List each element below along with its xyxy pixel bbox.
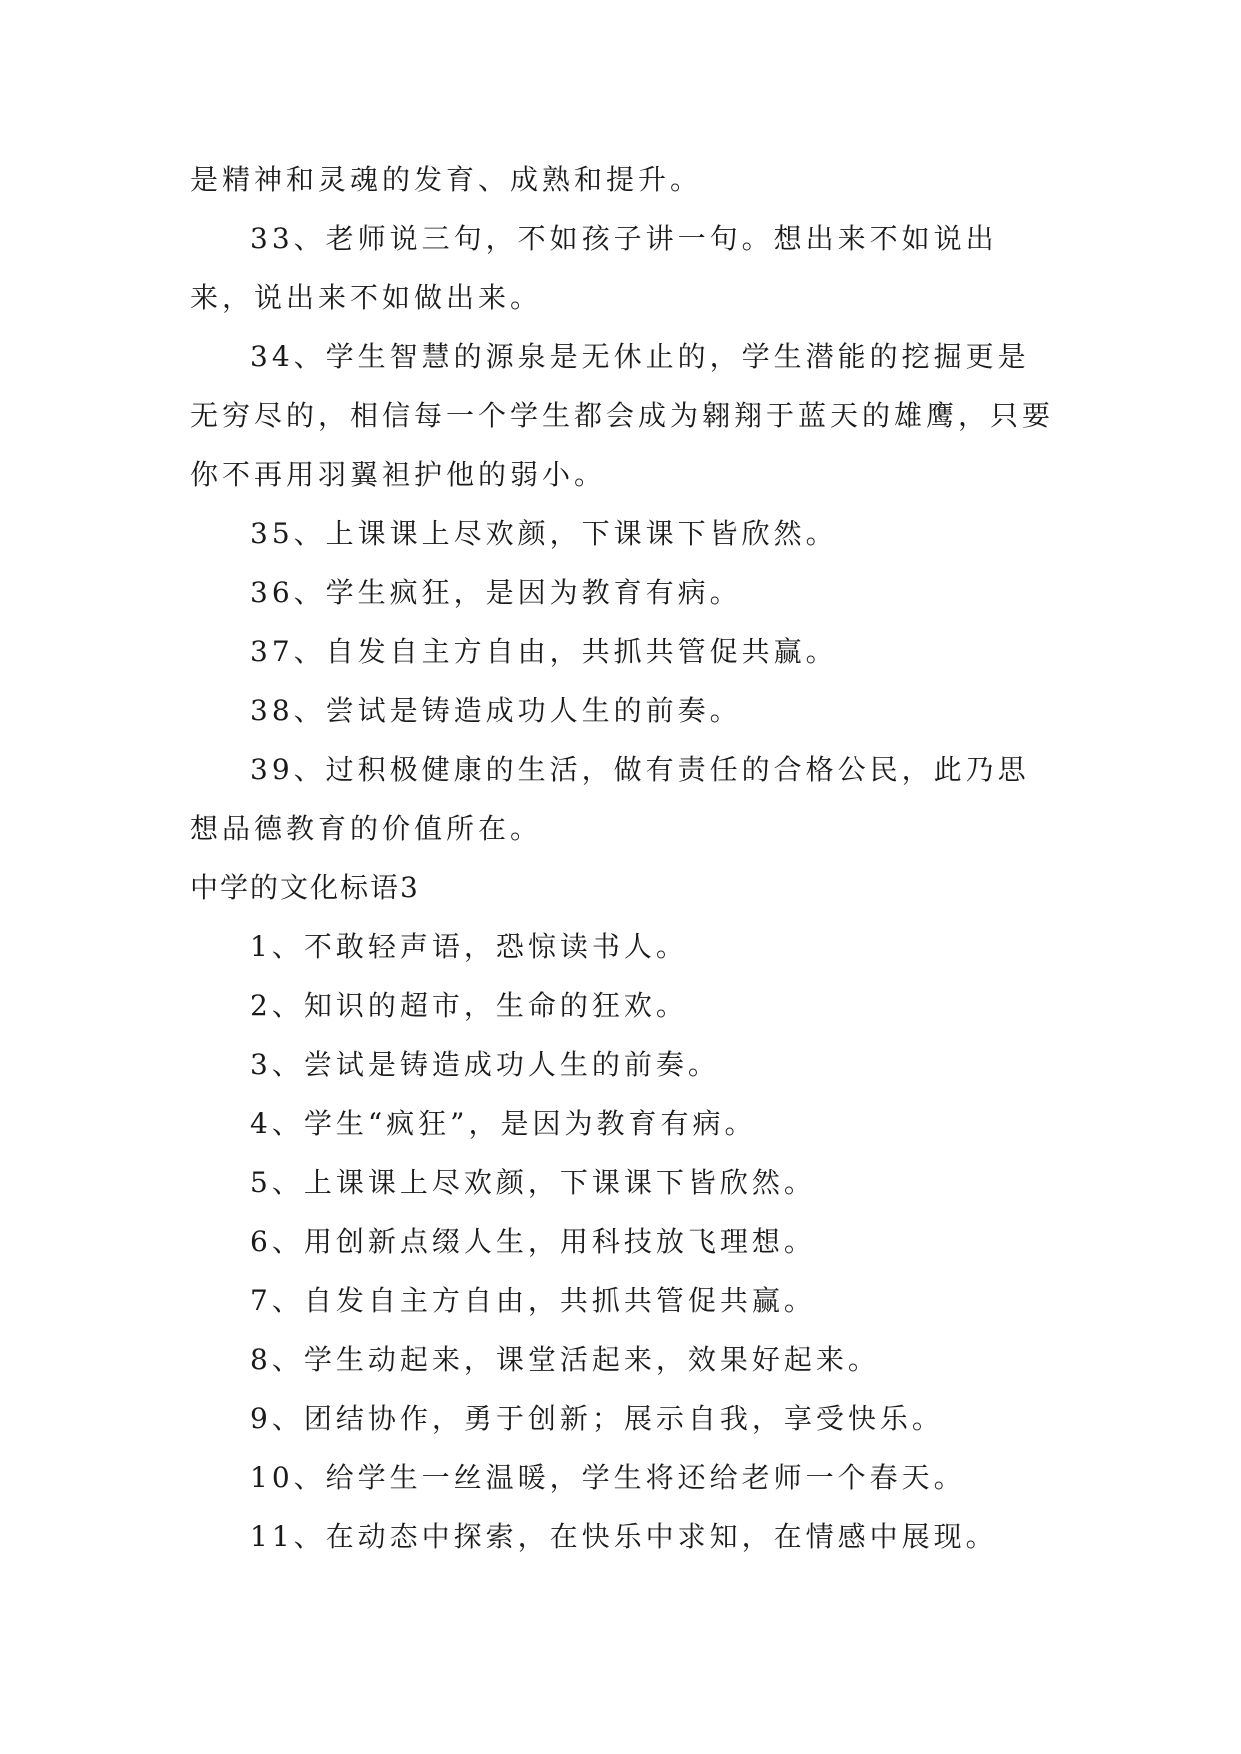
list-item: 4、学生“疯狂”，是因为教育有病。 bbox=[250, 1107, 757, 1140]
list-item: 34、学生智慧的源泉是无休止的，学生潜能的挖掘更是无穷尽的，相信每一个学生都会成为翱翔于蓝天的雄鹰，只要你不再用羽翼袒护他的弱小。 bbox=[190, 340, 1055, 491]
document-page bbox=[190, 150, 1060, 1566]
list-item: 9、团结协作，勇于创新；展示自我，享受快乐。 bbox=[250, 1402, 944, 1435]
list-item: 8、学生动起来，课堂活起来，效果好起来。 bbox=[250, 1343, 880, 1376]
list-item: 36、学生疯狂，是因为教育有病。 bbox=[250, 576, 742, 609]
list-item: 37、自发自主方自由，共抓共管促共赢。 bbox=[250, 635, 838, 668]
list-item: 38、尝试是铸造成功人生的前奏。 bbox=[250, 694, 742, 727]
list-item: 35、上课课上尽欢颜，下课课下皆欣然。 bbox=[250, 517, 838, 550]
list-item: 6、用创新点缀人生，用科技放飞理想。 bbox=[250, 1225, 816, 1258]
list-item: 1、不敢轻声语，恐惊读书人。 bbox=[250, 930, 688, 963]
list-item: 5、上课课上尽欢颜，下课课下皆欣然。 bbox=[250, 1166, 816, 1199]
list-item: 33、老师说三句，不如孩子讲一句。想出来不如说出来，说出来不如做出来。 bbox=[190, 222, 998, 314]
list-item: 3、尝试是铸造成功人生的前奏。 bbox=[250, 1048, 720, 1081]
list-item: 7、自发自主方自由，共抓共管促共赢。 bbox=[250, 1284, 816, 1317]
list-item: 11、在动态中探索，在快乐中求知，在情感中展现。 bbox=[250, 1520, 998, 1553]
section-heading: 中学的文化标语3 bbox=[190, 871, 420, 904]
list-item: 39、过积极健康的生活，做有责任的合格公民，此乃思想品德教育的价值所在。 bbox=[190, 753, 1030, 845]
list-item: 2、知识的超市，生命的狂欢。 bbox=[250, 989, 688, 1022]
paragraph-continuation: 是精神和灵魂的发育、成熟和提升。 bbox=[190, 163, 703, 196]
list-item: 10、给学生一丝温暖，学生将还给老师一个春天。 bbox=[250, 1461, 966, 1494]
